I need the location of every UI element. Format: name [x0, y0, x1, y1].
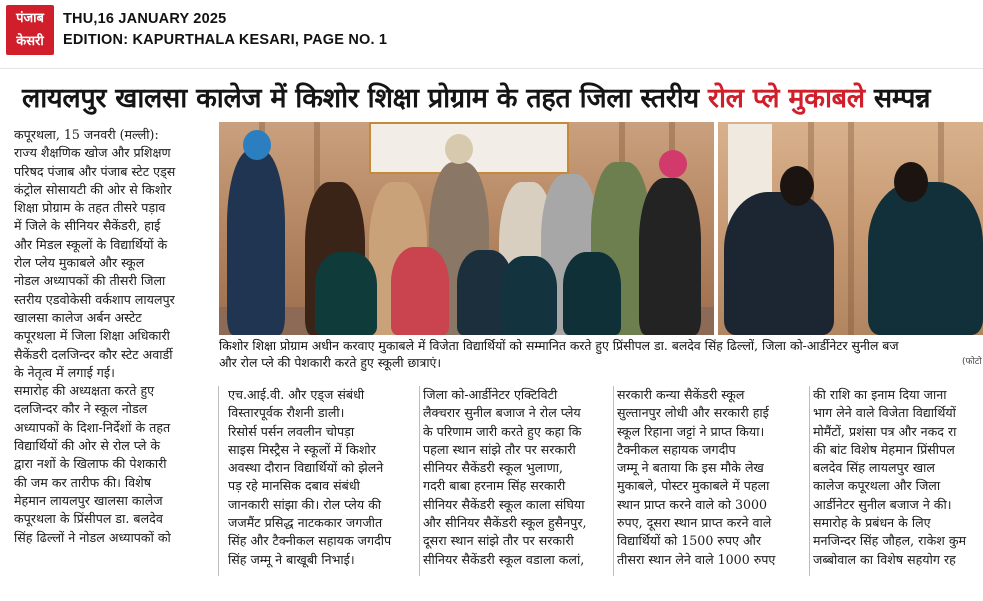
photo-caption	[219, 337, 983, 371]
text-line: मनजिन्दर सिंह जौहल, राकेश कुम	[813, 533, 967, 549]
article-column-3	[423, 386, 613, 569]
article-headline	[22, 80, 930, 118]
text-line: कपूरथला में जिला शिक्षा अधिकारी	[14, 328, 170, 344]
text-line: कालेज कपूरथला और जिला	[813, 478, 941, 494]
text-line: सरकारी कन्या सैकेंडरी स्कूल	[617, 387, 745, 402]
article-column-4	[617, 386, 807, 569]
text-line: मेहमान लायलपुर खालसा कालेज	[14, 492, 163, 508]
text-line: परिषद पंजाब और पंजाब स्टेट एड्स	[14, 163, 176, 179]
column-divider	[809, 386, 810, 576]
text-line: सीनियर सैकेंडरी स्कूल काला संघिया	[423, 496, 585, 512]
text-line: स्तरीय एडवोकेसी वर्कशाप लायलपुर	[14, 291, 175, 307]
publication-date: THU,16 JANUARY 2025	[63, 11, 227, 27]
text-line: अवस्था दौरान विद्यार्थियों को झेलने	[228, 460, 384, 476]
text-line: टैक्नीकल सहायक जगदीप	[617, 441, 736, 457]
text-line: विस्तारपूर्वक रौशनी डाली।	[228, 405, 345, 421]
edition-info	[63, 9, 387, 51]
masthead	[0, 0, 983, 62]
text-line: पड़ रहे मानसिक दबाव संबंधी	[228, 478, 360, 494]
logo-line-2: केसरी	[16, 34, 44, 49]
text-line: जम्मू ने बताया कि इस मौके लेख	[617, 460, 764, 476]
article-column-5	[813, 386, 983, 569]
headline-tail: सम्पन्न	[864, 83, 931, 114]
text-line: मुकाबले, पोस्टर मुकाबले में पहला	[617, 478, 770, 494]
text-line: कपूरथला के प्रिंसीपल डा. बलदेव	[14, 511, 163, 527]
role-play-photo[interactable]	[718, 122, 983, 335]
text-line: पहला स्थान सांझे तौर पर सरकारी	[423, 441, 576, 457]
text-line: में जिले के सीनियर सैकेंडरी, हाई	[14, 218, 161, 234]
text-line: सुल्तानपुर लोधी और सरकारी हाई	[617, 405, 769, 421]
caption-line-1: किशोर शिक्षा प्रोग्राम अधीन करवाए मुकाबले में विजेता विद्यार्थियों को सम्मानित करते हुए प्रिंसीपल डा. बलदेव सिंह ढिल्लों, जिला को-आर्डीनेटर सुनील बज	[219, 338, 899, 353]
text-line: सिंह जम्मू ने बाखूबी निभाई।	[228, 551, 355, 567]
text-line: जानकारी सांझा की। रोल प्लेय की	[228, 496, 382, 512]
text-line: दूसरा स्थान सांझे तौर पर सरकारी	[423, 533, 574, 549]
edition-label: EDITION: KAPURTHALA KESARI, PAGE NO. 1	[63, 32, 388, 48]
text-line: दलजिन्दर कौर ने स्कूल नोडल	[14, 401, 148, 417]
column-divider	[613, 386, 614, 576]
text-line: जजमैंट प्रसिद्ध नाटककार जगजीत	[228, 515, 383, 531]
text-line: सीनियर सैकेंडरी स्कूल वडाला कलां,	[423, 551, 585, 567]
text-line: की बांट विशेष मेहमान प्रिंसीपल	[813, 441, 955, 457]
text-line: तीसरा स्थान लेने वाले 1000 रुपए	[617, 551, 776, 567]
text-line: गदरी बाबा हरनाम सिंह सरकारी	[423, 478, 566, 494]
text-line: और मिडल स्कूलों के विद्यार्थियों के	[14, 236, 168, 252]
text-line: जिला को-आर्डीनेटर एक्टिविटी	[423, 387, 558, 402]
award-ceremony-photo[interactable]	[219, 122, 714, 335]
text-line: विद्यार्थियों को 1500 रुपए और	[617, 533, 762, 549]
text-line: सिंह और टैक्नीकल सहायक जगदीप	[228, 533, 392, 549]
article-column-2	[228, 386, 418, 569]
headline-accent: रोल प्ले मुकाबले	[707, 83, 865, 114]
punjab-kesari-logo[interactable]	[6, 5, 54, 55]
text-line: आर्डीनेटर सुनील बजाज ने की।	[813, 496, 952, 512]
text-line: स्थान प्राप्त करने वाले को 3000	[617, 496, 768, 512]
text-line: जब्बोवाल का विशेष सहयोग रह	[813, 551, 956, 567]
text-line: के नेतृत्व में लगाई गई।	[14, 364, 115, 380]
photo-credit: (फोटो	[962, 357, 982, 367]
text-line: स्कूल रिहाना जट्टां ने प्राप्त किया।	[617, 423, 765, 439]
text-line: एच.आई.वी. और एड्ज संबंधी	[228, 387, 365, 402]
text-line: सीनियर सैकेंडरी स्कूल भुलाणा,	[423, 460, 563, 476]
text-line: की राशि का इनाम दिया जाना	[813, 387, 947, 402]
text-line: नोडल अध्यापकों की तीसरी जिला	[14, 273, 166, 289]
text-line: समारोह के प्रबंधन के लिए	[813, 515, 931, 531]
text-line: के परिणाम जारी करते हुए कहा कि	[423, 423, 582, 439]
caption-line-2: और रोल प्ले की पेशकारी करते हुए स्कूली छात्राएं।	[219, 355, 442, 370]
logo-line-1: पंजाब	[16, 11, 44, 26]
text-line: खालसा कालेज अर्बन अस्टेट	[14, 309, 142, 325]
text-line: कपूरथला, 15 जनवरी (मल्ली):	[14, 127, 159, 142]
text-line: समारोह की अध्यक्षता करते हुए	[14, 383, 155, 399]
text-line: रिसोर्स पर्सन लवलीन चोपड़ा	[228, 423, 355, 439]
text-line: राज्य शैक्षणिक खोज और प्रशिक्षण	[14, 145, 171, 161]
text-line: लैक्चरार सुनील बजाज ने रोल प्लेय	[423, 405, 581, 421]
text-line: सैकेंडरी दलजिन्दर कौर स्टेट अवार्डी	[14, 346, 173, 362]
text-line: रोल प्लेय मुकाबले और स्कूल	[14, 255, 145, 271]
article-column-1	[14, 126, 214, 547]
headline-main: लायलपुर खालसा कालेज में किशोर शिक्षा प्रोग्राम के तहत जिला स्तरीय	[22, 83, 708, 114]
text-line: शिक्षा प्रोग्राम के तहत तीसरे पड़ाव	[14, 200, 166, 216]
text-line: बलदेव सिंह लायलपुर खाल	[813, 460, 935, 476]
text-line: भाग लेने वाले विजेता विद्यार्थियों	[813, 405, 956, 421]
text-line: कंट्रोल सोसायटी की ओर से किशोर	[14, 181, 172, 197]
text-line: अध्यापकों के दिशा-निर्देशों के तहत	[14, 419, 171, 435]
text-line: मोमैंटों, प्रशंसा पत्र और नकद रा	[813, 423, 957, 439]
text-line: की जम कर तारीफ की। विशेष	[14, 474, 152, 490]
text-line: और सीनियर सैकेंडरी स्कूल हुसैनपुर,	[423, 515, 587, 531]
text-line: विद्यार्थियों की ओर से रोल प्ले के	[14, 438, 161, 454]
text-line: साइस मिस्ट्रैस ने स्कूलों में किशोर	[228, 441, 376, 457]
text-line: सिंह ढिल्लों ने नोडल अध्यापकों को	[14, 529, 171, 545]
text-line: द्वारा नशों के खिलाफ की पेशकारी	[14, 456, 167, 472]
column-divider	[419, 386, 420, 576]
column-divider	[218, 386, 219, 576]
text-line: रुपए, दूसरा स्थान प्राप्त करने वाले	[617, 515, 772, 531]
